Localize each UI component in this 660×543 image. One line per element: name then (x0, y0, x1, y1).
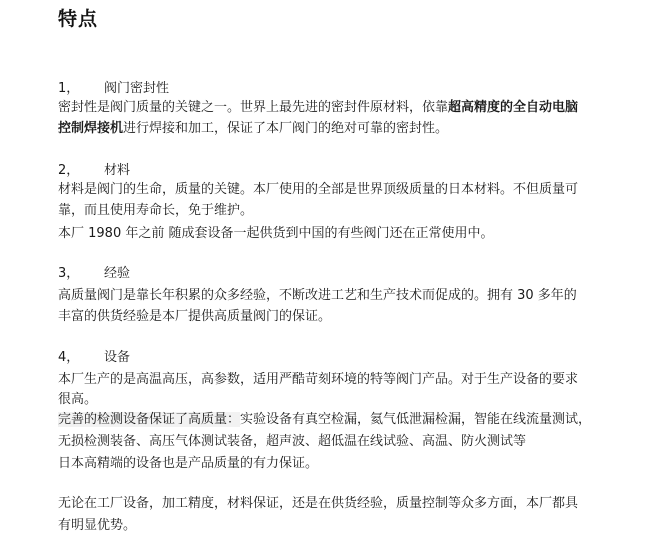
section-1-number: 1， (58, 81, 80, 96)
section-4-paragraph-line-1: 本厂生产的是高温高压，高参数，适用严酷苛刻环境的特等阀门产品。对于生产设备的要求 (58, 372, 579, 387)
section-4-paragraph-line-5: 日本高精端的设备也是产品质量的有力保证。 (58, 456, 319, 471)
section-1-bold-text-2: 控制焊接机 (58, 121, 124, 136)
section-1-text: 密封性是阀门质量的关键之一。世界上最先进的密封件原材料，依靠 (58, 100, 449, 115)
section-2-paragraph-line-2: 靠，而且使用寿命长，免于维护。 (58, 203, 254, 218)
page-title: 特点 (58, 8, 99, 30)
summary-line-2: 有明显优势。 (58, 518, 137, 533)
section-4-text: 实验设备有真空检漏，氦气低泄漏检漏，智能在线流量测试， (240, 412, 592, 427)
section-1-paragraph-line-2 (58, 120, 448, 138)
section-3-number: 3， (58, 266, 80, 281)
summary-line-1: 无论在工厂设备，加工精度，材料保证，还是在供货经验，质量控制等众多方面，本厂都具 (58, 496, 579, 511)
section-4-paragraph-line-4: 无损检测装备、高压气体测试装备，超声波、超低温在线试验、高温、防火测试等 (58, 434, 527, 449)
section-3-heading (58, 265, 130, 283)
section-1-text-2: 进行焊接和加工，保证了本厂阀门的绝对可靠的密封性。 (123, 121, 449, 136)
section-1-heading (58, 80, 169, 98)
section-1-paragraph-line-1 (58, 99, 578, 117)
section-4-paragraph-line-2: 很高。 (58, 392, 98, 407)
section-2-paragraph-line-1: 材料是阀门的生命，质量的关键。本厂使用的全部是世界顶级质量的日本材料。不但质量可 (58, 182, 579, 197)
section-4-highlight-text: 完善的检测设备保证了高质量： (58, 412, 241, 427)
section-3-paragraph-line-2: 丰富的供货经验是本厂提供高质量阀门的保证。 (58, 309, 332, 324)
section-4-number: 4， (58, 350, 80, 365)
section-3-title: 经验 (104, 266, 131, 281)
section-2-title: 材料 (104, 163, 131, 178)
section-4-heading (58, 349, 130, 367)
section-2-heading (58, 162, 130, 180)
section-2-number: 2， (58, 163, 80, 178)
section-3-paragraph-line-1: 高质量阀门是靠长年积累的众多经验，不断改进工艺和生产技术而促成的。拥有 30 多年的 (58, 288, 577, 303)
section-4-paragraph-line-3 (58, 411, 591, 429)
section-1-bold-text: 超高精度的全自动电脑 (448, 100, 579, 115)
section-1-title: 阀门密封性 (104, 81, 170, 96)
section-4-title: 设备 (104, 350, 131, 365)
section-2-paragraph-line-3: 本厂 1980 年之前 随成套设备一起供货到中国的有些阀门还在正常使用中。 (58, 226, 494, 241)
